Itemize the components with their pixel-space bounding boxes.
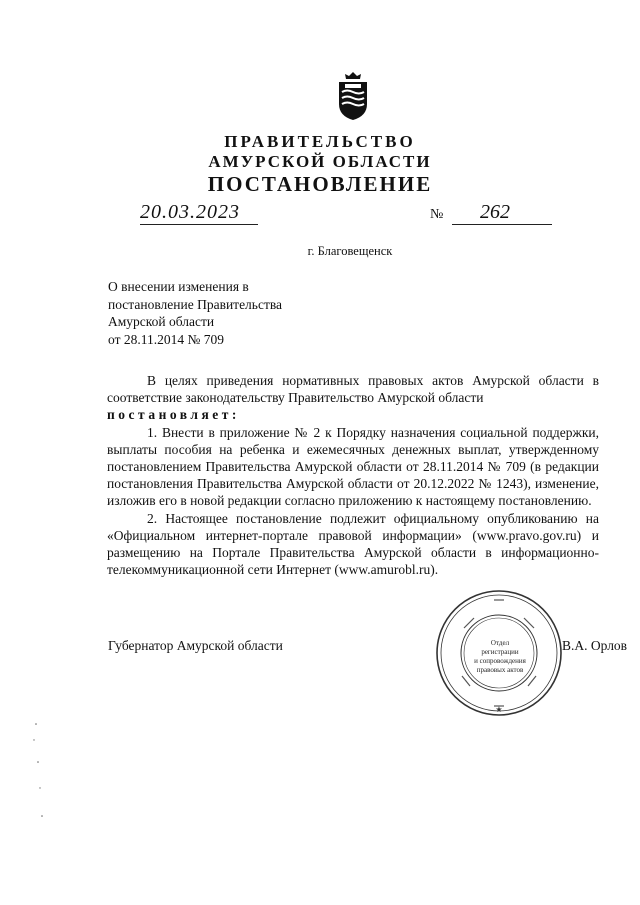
stamp-line: Отдел [490,639,510,647]
handwritten-date: 20.03.2023 [140,201,240,223]
date-underline [140,224,258,225]
decree-word: постановляет: [107,407,240,423]
amur-region-emblem-icon [333,70,373,122]
subject-line: О внесении изменения в [108,279,249,294]
stamp-line: и сопровождения [474,657,526,665]
number-underline [452,224,552,225]
stamp-center-text [466,639,534,675]
scan-artifact-dots [20,720,60,830]
document-subject [108,278,368,348]
subject-line: от 28.11.2014 № 709 [108,331,224,347]
city-name: г. Благовещенск [307,244,393,258]
document-body [107,372,599,578]
handwritten-number: 262 [480,201,510,223]
signatory-position: Губернатор Амурской области [108,638,283,653]
signatory-name: В.А. Орлов [562,638,628,653]
item-2-paragraph: 2. Настоящее постановление подлежит официальному опубликованию на «Официальном интернет-портале правовой информации» (www.pravo.gov.ru) и размещению на Портале Правительства Амурской области в информационно-телекоммуникационной сети Интернет (www.amurobl.ru). [107,510,599,578]
government-title: ПРАВИТЕЛЬСТВО [224,132,416,151]
region-title: АМУРСКОЙ ОБЛАСТИ [208,152,432,171]
subject-line: Амурской области [108,314,215,329]
stamp-line: регистрации [481,648,519,656]
svg-text:★: ★ [495,705,503,714]
number-label: № [430,207,444,222]
subject-line: постановление Правительства [108,296,283,312]
stamp-line: правовых актов [476,666,524,674]
preamble-paragraph: В целях приведения нормативных правовых актов Амурской области в соответствие законодательству Правительство Амурской области [107,373,599,406]
item-1-paragraph: 1. Внести в приложение № 2 к Порядку назначения социальной поддержки, выплаты пособия на ребенка и ежемесячных денежных выплат, утвержденному постановлением Правительства Амурской области от 28.11.2014 № 709 (в редакции постановления Правительства Амурской области от 20.12.2022 № 1243), изменение, изложив его в новой редакции согласно приложению к настоящему постановлению. [107,424,599,509]
document-type: ПОСТАНОВЛЕНИЕ [207,172,433,196]
